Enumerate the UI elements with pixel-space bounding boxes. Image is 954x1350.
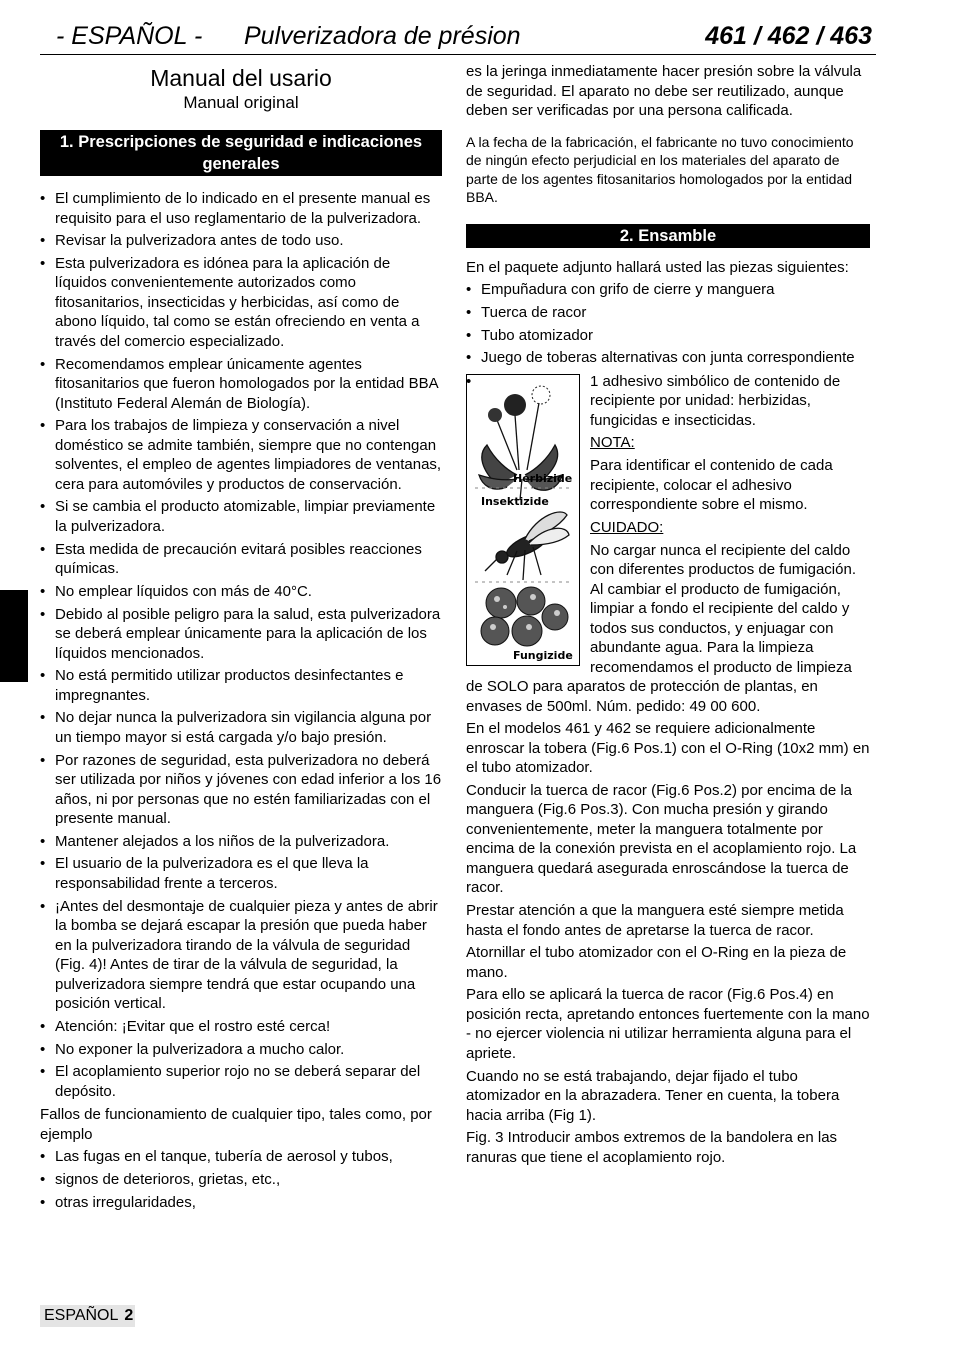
- assembly-paragraph: Cuando no se está trabajando, dejar fijado el tubo atomizador en la abrazadera. Tener en cuenta, la tobera hacia arriba (Fig 1).: [466, 1067, 840, 1124]
- list-item: • Tuerca de racor: [466, 303, 870, 323]
- section-2-heading: 2. Ensamble: [466, 224, 870, 248]
- list-item: • Si se cambia el producto atomizable, limpiar previamente la pulverizadora.: [40, 497, 442, 536]
- list-item: • signos de deterioros, grietas, etc.,: [40, 1170, 442, 1190]
- header-title: Pulverizadora de présion: [244, 22, 521, 50]
- right-column: [466, 62, 870, 1171]
- assembly-paragraph: Fig. 3 Introducir ambos extremos de la bandolera en las ranuras que tiene el acoplamiento rojo.: [466, 1129, 838, 1166]
- list-item: • Tubo atomizador: [466, 326, 870, 346]
- list-item: • No emplear líquidos con más de 40°C.: [40, 582, 442, 602]
- page-number: 2: [124, 1307, 134, 1324]
- insect-icon: [485, 512, 569, 580]
- nota-text: Para identificar el contenido de cada recipiente, colocar el adhesivo correspondiente sobre el mismo.: [590, 457, 833, 514]
- fallos-bullet-list: [40, 1147, 442, 1212]
- list-item: • El acoplamiento superior rojo no se deberá separar del depósito.: [40, 1062, 442, 1101]
- assembly-paragraph: Conducir la tuerca de racor (Fig.6 Pos.2) por encima de la manguera (Fig.6 Pos.3). Con mucha presión y girando convenientemente, meter la manguera totalmente por encima de la conexión prevista en el acoplamiento rojo. La manguera quedará asegurada enroscándose la tuerca de racor.: [466, 781, 857, 897]
- insektizide-label: Insektizide: [481, 494, 549, 508]
- manual-title: Manual del usario: [150, 65, 332, 91]
- list-item: • Esta pulverizadora es idónea para la aplicación de líquidos convenientemente autorizados como fitosanitarios, insecticidas y herbicidas, así como de abono líquido, tal como se están ofreciendo en venta a través del comercio especializado.: [40, 254, 442, 352]
- assembly-paragraphs: [466, 719, 870, 1167]
- list-item: • El cumplimiento de lo indicado en el presente manual es requisito para el uso reglamentario de la pulverizadora.: [40, 189, 442, 228]
- package-parts-list: [466, 280, 870, 368]
- list-item: • No exponer la pulverizadora a mucho calor.: [40, 1040, 442, 1060]
- assembly-paragraph: Para ello se aplicará la tuerca de racor (Fig.6 Pos.4) en posición recta, apretando entonces fuertemente con la mano - no ejercer violencia ni utilizar herramienta alguna para el apriete.: [466, 986, 870, 1062]
- manual-subtitle: Manual original: [183, 93, 299, 112]
- section-1-heading: 1. Prescripciones de seguridad e indicaciones generales: [40, 130, 442, 176]
- list-item: • Empuñadura con grifo de cierre y manguera: [466, 280, 870, 300]
- cuidado-text: No cargar nunca el recipiente del caldo con diferentes productos de fumigación. Al cambiar el producto de fumigación, limpiar a fondo el recipiente del caldo y todos sus conductos, y enjuagar con abundante agua. Para la limpieza recomendamos el producto de limpieza de SOLO para aparatos de protección de plantas, en envases de 500ml. Núm. pedido: 49 00 600.: [466, 541, 856, 715]
- list-item: • Atención: ¡Evitar que el rostro esté cerca!: [40, 1017, 442, 1037]
- safety-bullet-list: [40, 189, 442, 1101]
- list-item: • No está permitido utilizar productos desinfectantes e impregnantes.: [40, 666, 442, 705]
- header-language: - ESPAÑOL -: [56, 22, 203, 50]
- herbizide-label: Herbizide: [513, 471, 573, 485]
- list-item: • Esta medida de precaución evitará posibles reacciones químicas.: [40, 540, 442, 579]
- package-intro: En el paquete adjunto hallará usted las piezas siguientes:: [466, 258, 849, 276]
- chapter-tab-marker: [0, 590, 28, 682]
- fungus-icon: [481, 587, 568, 646]
- list-item: • Revisar la pulverizadora antes de todo uso.: [40, 231, 442, 251]
- page-footer: [40, 1305, 135, 1327]
- list-item: • Las fugas en el tanque, tubería de aerosol y tubos,: [40, 1147, 442, 1167]
- list-item: • No dejar nunca la pulverizadora sin vigilancia alguna por un tiempo mayor si está cargada y/o bajo presión.: [40, 708, 442, 747]
- fallos-intro: Fallos de funcionamiento de cualquier tipo, tales como, por ejemplo: [40, 1106, 432, 1143]
- page-header: [40, 22, 876, 55]
- footer-language: ESPAÑOL: [44, 1307, 119, 1324]
- list-item: • Juego de toberas alternativas con junta correspondiente: [466, 348, 870, 368]
- list-item: • Por razones de seguridad, esta pulverizadora no deberá ser utilizada por niños y jóvenes con edad inferior a los 16 años, ni por personas que no estén familiarizadas con el presente manual.: [40, 751, 442, 829]
- list-item: • El usuario de la pulverizadora es el que lleva la responsabilidad frente a terceros.: [40, 854, 442, 893]
- list-item: • Para los trabajos de limpieza y conservación a nivel doméstico se admite también, siempre que no contengan solventes, el empleo de agentes limpiadores de ventanas, cera para automóviles y productos de conservación.: [40, 416, 442, 494]
- left-column: [40, 64, 442, 1215]
- fungizide-label: Fungizide: [513, 648, 573, 662]
- continued-paragraph: es la jeringa inmediatamente hacer presión sobre la válvula de seguridad. El aparato no debe ser reutilizado, aunque deben ser verificadas por una persona calificada.: [466, 63, 862, 119]
- manufacture-note: A la fecha de la fabricación, el fabricante no tuvo conocimiento de ningún efecto perjudicial en los materiales del aparato de parte de los agentes fitosanitarios homologados por la entidad BBA.: [466, 133, 854, 205]
- list-item: • otras irregularidades,: [40, 1193, 442, 1213]
- list-item: • Debido al posible peligro para la salud, esta pulverizadora se deberá emplear únicamente para la aplicación de los líquidos mencionados.: [40, 605, 442, 664]
- list-item: • ¡Antes del desmontaje de cualquier pieza y antes de abrir la bomba se dejará escapar la presión que pueda haber en la pulverizadora tirando de la válvula de seguridad (Fig. 4)! Antes de tirar de la válvula de seguridad, la pulverizadora siempre tendrá que estar ocupando una posición vertical.: [40, 897, 442, 1014]
- sticker-list: [466, 372, 870, 431]
- list-item: • Mantener alejados a los niños de la pulverizadora.: [40, 832, 442, 852]
- assembly-paragraph: Atornillar el tubo atomizador con el O-Ring en la pieza de mano.: [466, 944, 847, 981]
- list-item: • 1 adhesivo simbólico de contenido de recipiente por unidad: herbizidas, fungicidas e insecticidas.: [466, 372, 870, 431]
- assembly-paragraph: En el modelos 461 y 462 se requiere adicionalmente enroscar la tobera (Fig.6 Pos.1) con el O-Ring (10x2 mm) en el tubo atomizador.: [466, 720, 870, 777]
- nota-label: NOTA:: [590, 434, 635, 452]
- header-models: 461 / 462 / 463: [705, 22, 872, 50]
- cuidado-label: CUIDADO:: [590, 518, 664, 536]
- assembly-paragraph: Prestar atención a que la manguera esté siempre metida hasta el fondo antes de apretarse la tuerca de racor.: [466, 902, 844, 939]
- list-item: • Recomendamos emplear únicamente agentes fitosanitarios que fueron homologados por la entidad BBA (Instituto Federal Alemán de Biología).: [40, 355, 442, 414]
